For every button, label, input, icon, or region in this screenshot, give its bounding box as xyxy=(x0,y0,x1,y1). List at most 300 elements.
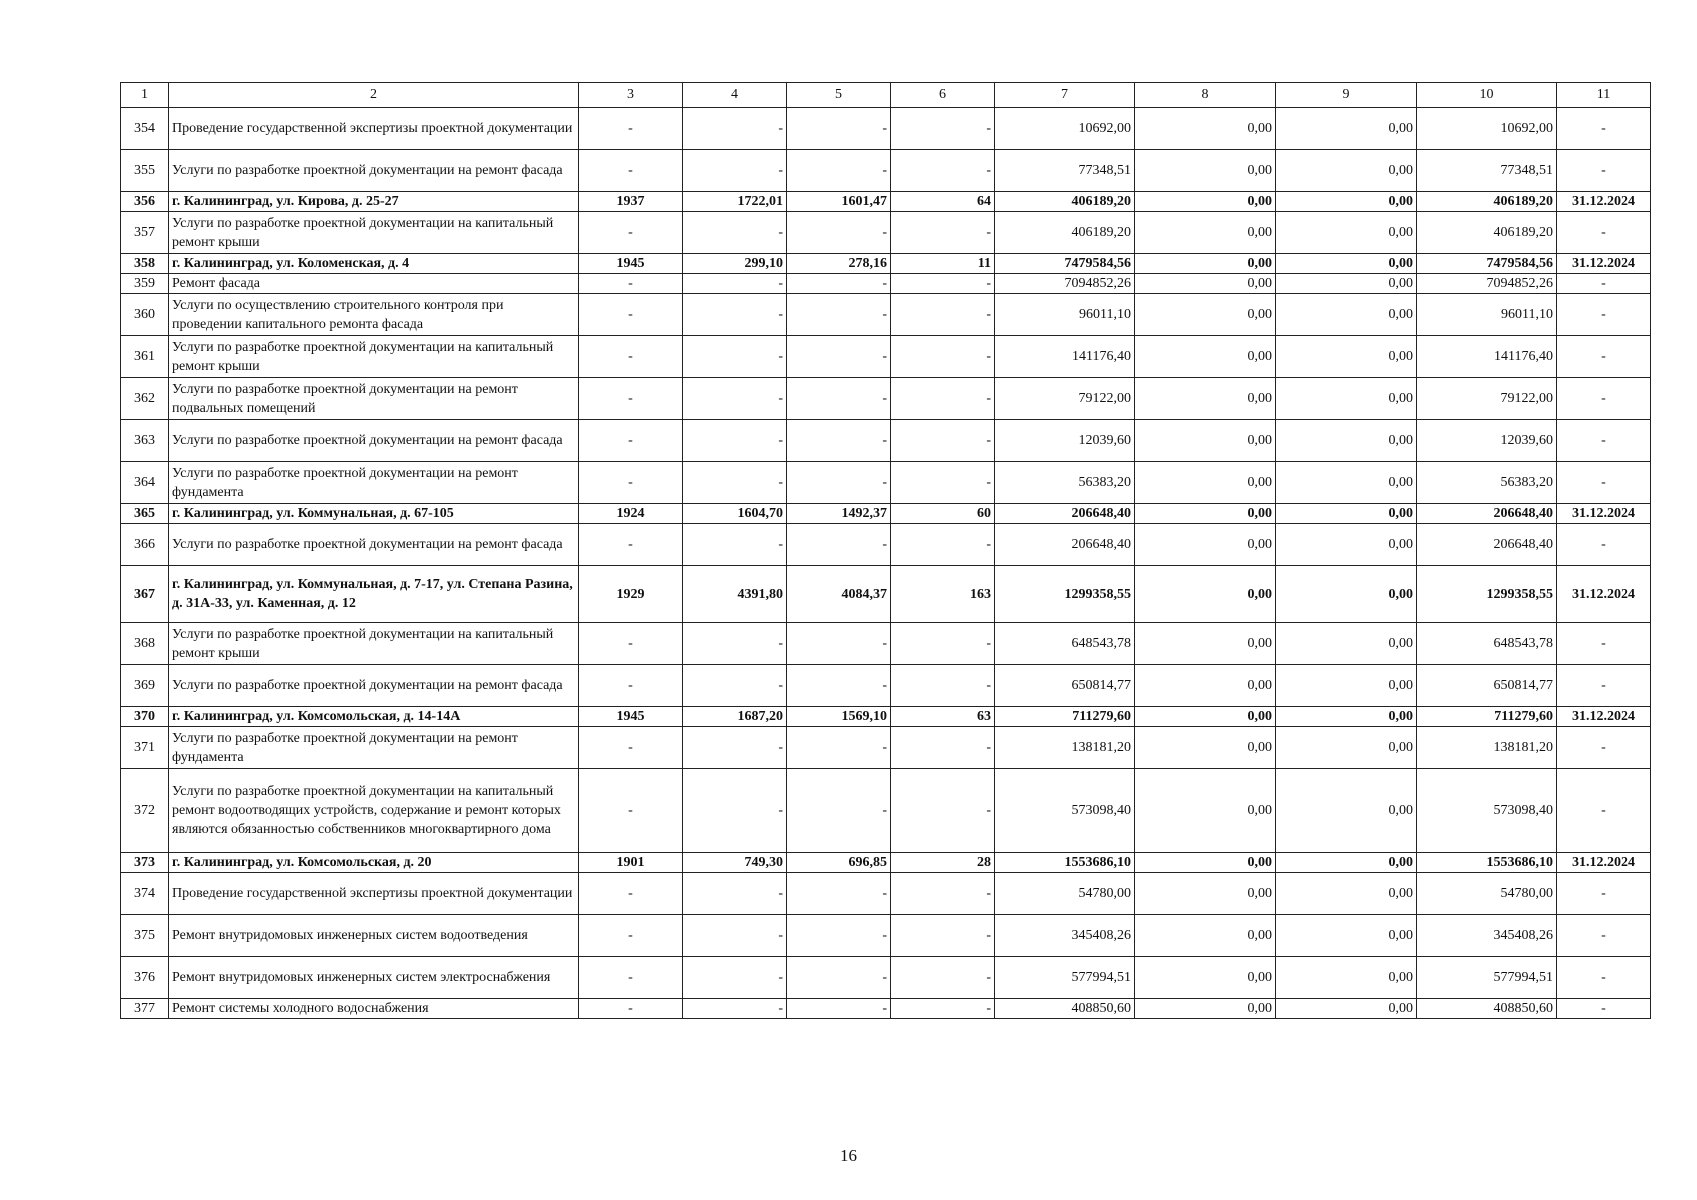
row-description: Услуги по разработке проектной документации на ремонт фасада xyxy=(169,524,579,566)
area-total-cell: - xyxy=(683,150,787,192)
fund-cell: 0,00 xyxy=(1135,192,1276,212)
area-living-cell: - xyxy=(787,665,891,707)
area-total-cell: 1604,70 xyxy=(683,504,787,524)
row-number: 361 xyxy=(121,336,169,378)
area-living-cell: 4084,37 xyxy=(787,566,891,623)
budget-cell: 0,00 xyxy=(1276,294,1417,336)
area-living-cell: - xyxy=(787,873,891,915)
deadline-cell: - xyxy=(1557,462,1651,504)
cost-total-cell: 7479584,56 xyxy=(995,254,1135,274)
cost-total-cell: 345408,26 xyxy=(995,915,1135,957)
row-description: г. Калининград, ул. Комсомольская, д. 14-14А xyxy=(169,707,579,727)
cost-total-cell: 408850,60 xyxy=(995,999,1135,1019)
owners-cell: 1553686,10 xyxy=(1417,853,1557,873)
row-description: Услуги по разработке проектной документации на ремонт подвальных помещений xyxy=(169,378,579,420)
area-living-cell: - xyxy=(787,999,891,1019)
owners-cell: 406189,20 xyxy=(1417,192,1557,212)
table-row xyxy=(121,957,1651,999)
year-cell: - xyxy=(579,623,683,665)
area-total-cell: 4391,80 xyxy=(683,566,787,623)
owners-cell: 650814,77 xyxy=(1417,665,1557,707)
area-total-cell: - xyxy=(683,915,787,957)
owners-cell: 206648,40 xyxy=(1417,524,1557,566)
residents-cell: - xyxy=(891,336,995,378)
year-cell: - xyxy=(579,999,683,1019)
residents-cell: 28 xyxy=(891,853,995,873)
header-row xyxy=(121,83,1651,108)
table-row xyxy=(121,274,1651,294)
row-number: 371 xyxy=(121,727,169,769)
year-cell: - xyxy=(579,524,683,566)
budget-cell: 0,00 xyxy=(1276,336,1417,378)
owners-cell: 12039,60 xyxy=(1417,420,1557,462)
row-description: Ремонт внутридомовых инженерных систем водоотведения xyxy=(169,915,579,957)
row-description: Услуги по разработке проектной документации на ремонт фасада xyxy=(169,420,579,462)
year-cell: 1901 xyxy=(579,853,683,873)
row-description: Услуги по разработке проектной документации на капитальный ремонт крыши xyxy=(169,623,579,665)
area-living-cell: - xyxy=(787,957,891,999)
deadline-cell: - xyxy=(1557,420,1651,462)
row-number: 355 xyxy=(121,150,169,192)
cost-total-cell: 96011,10 xyxy=(995,294,1135,336)
residents-cell: - xyxy=(891,378,995,420)
deadline-cell: - xyxy=(1557,727,1651,769)
residents-cell: - xyxy=(891,150,995,192)
residents-cell: - xyxy=(891,294,995,336)
area-total-cell: - xyxy=(683,336,787,378)
owners-cell: 96011,10 xyxy=(1417,294,1557,336)
year-cell: 1929 xyxy=(579,566,683,623)
year-cell: - xyxy=(579,957,683,999)
register-table xyxy=(120,82,1651,1019)
row-number: 368 xyxy=(121,623,169,665)
table-row xyxy=(121,378,1651,420)
owners-cell: 138181,20 xyxy=(1417,727,1557,769)
budget-cell: 0,00 xyxy=(1276,420,1417,462)
table-row xyxy=(121,254,1651,274)
table-row xyxy=(121,524,1651,566)
row-number: 363 xyxy=(121,420,169,462)
table-row xyxy=(121,727,1651,769)
row-number: 369 xyxy=(121,665,169,707)
cost-total-cell: 141176,40 xyxy=(995,336,1135,378)
budget-cell: 0,00 xyxy=(1276,150,1417,192)
header-cell: 5 xyxy=(787,83,891,108)
area-living-cell: - xyxy=(787,150,891,192)
area-total-cell: - xyxy=(683,957,787,999)
area-living-cell: - xyxy=(787,623,891,665)
cost-total-cell: 650814,77 xyxy=(995,665,1135,707)
residents-cell: - xyxy=(891,727,995,769)
deadline-cell: - xyxy=(1557,212,1651,254)
budget-cell: 0,00 xyxy=(1276,665,1417,707)
area-living-cell: - xyxy=(787,212,891,254)
budget-cell: 0,00 xyxy=(1276,254,1417,274)
area-living-cell: 696,85 xyxy=(787,853,891,873)
header-cell: 1 xyxy=(121,83,169,108)
area-living-cell: 1492,37 xyxy=(787,504,891,524)
row-number: 365 xyxy=(121,504,169,524)
budget-cell: 0,00 xyxy=(1276,192,1417,212)
table-row xyxy=(121,707,1651,727)
area-living-cell: - xyxy=(787,420,891,462)
area-living-cell: - xyxy=(787,915,891,957)
table-row xyxy=(121,999,1651,1019)
budget-cell: 0,00 xyxy=(1276,274,1417,294)
header-cell: 8 xyxy=(1135,83,1276,108)
area-living-cell: - xyxy=(787,378,891,420)
year-cell: - xyxy=(579,336,683,378)
area-total-cell: 749,30 xyxy=(683,853,787,873)
budget-cell: 0,00 xyxy=(1276,566,1417,623)
fund-cell: 0,00 xyxy=(1135,108,1276,150)
fund-cell: 0,00 xyxy=(1135,462,1276,504)
year-cell: - xyxy=(579,420,683,462)
row-description: Услуги по разработке проектной документации на ремонт фундамента xyxy=(169,727,579,769)
deadline-cell: 31.12.2024 xyxy=(1557,504,1651,524)
table-row xyxy=(121,420,1651,462)
row-number: 357 xyxy=(121,212,169,254)
deadline-cell: - xyxy=(1557,623,1651,665)
fund-cell: 0,00 xyxy=(1135,727,1276,769)
residents-cell: - xyxy=(891,873,995,915)
area-living-cell: - xyxy=(787,524,891,566)
row-description: Ремонт системы холодного водоснабжения xyxy=(169,999,579,1019)
table-row xyxy=(121,873,1651,915)
deadline-cell: - xyxy=(1557,108,1651,150)
cost-total-cell: 577994,51 xyxy=(995,957,1135,999)
row-number: 370 xyxy=(121,707,169,727)
residents-cell: - xyxy=(891,462,995,504)
year-cell: - xyxy=(579,378,683,420)
row-number: 354 xyxy=(121,108,169,150)
fund-cell: 0,00 xyxy=(1135,274,1276,294)
table-row xyxy=(121,192,1651,212)
deadline-cell: - xyxy=(1557,915,1651,957)
owners-cell: 345408,26 xyxy=(1417,915,1557,957)
residents-cell: 63 xyxy=(891,707,995,727)
area-living-cell: - xyxy=(787,294,891,336)
deadline-cell: - xyxy=(1557,336,1651,378)
row-description: г. Калининград, ул. Комсомольская, д. 20 xyxy=(169,853,579,873)
cost-total-cell: 54780,00 xyxy=(995,873,1135,915)
row-description: Услуги по разработке проектной документации на ремонт фасада xyxy=(169,150,579,192)
fund-cell: 0,00 xyxy=(1135,999,1276,1019)
row-description: г. Калининград, ул. Коломенская, д. 4 xyxy=(169,254,579,274)
fund-cell: 0,00 xyxy=(1135,294,1276,336)
cost-total-cell: 56383,20 xyxy=(995,462,1135,504)
deadline-cell: 31.12.2024 xyxy=(1557,192,1651,212)
table-row xyxy=(121,623,1651,665)
budget-cell: 0,00 xyxy=(1276,524,1417,566)
table-row xyxy=(121,150,1651,192)
fund-cell: 0,00 xyxy=(1135,707,1276,727)
cost-total-cell: 1299358,55 xyxy=(995,566,1135,623)
area-living-cell: - xyxy=(787,462,891,504)
row-description: Услуги по разработке проектной документации на капитальный ремонт водоотводящих устройств, содержание и ремонт которых являются обязанностью собственников многоквартирного дома xyxy=(169,769,579,853)
area-total-cell: - xyxy=(683,623,787,665)
header-cell: 6 xyxy=(891,83,995,108)
deadline-cell: - xyxy=(1557,665,1651,707)
table-row xyxy=(121,504,1651,524)
cost-total-cell: 406189,20 xyxy=(995,192,1135,212)
residents-cell: - xyxy=(891,420,995,462)
budget-cell: 0,00 xyxy=(1276,707,1417,727)
owners-cell: 408850,60 xyxy=(1417,999,1557,1019)
row-number: 360 xyxy=(121,294,169,336)
deadline-cell: - xyxy=(1557,150,1651,192)
fund-cell: 0,00 xyxy=(1135,915,1276,957)
row-description: Проведение государственной экспертизы проектной документации xyxy=(169,873,579,915)
owners-cell: 648543,78 xyxy=(1417,623,1557,665)
table-row xyxy=(121,665,1651,707)
owners-cell: 1299358,55 xyxy=(1417,566,1557,623)
cost-total-cell: 12039,60 xyxy=(995,420,1135,462)
area-total-cell: - xyxy=(683,420,787,462)
fund-cell: 0,00 xyxy=(1135,150,1276,192)
year-cell: - xyxy=(579,873,683,915)
owners-cell: 711279,60 xyxy=(1417,707,1557,727)
residents-cell: - xyxy=(891,665,995,707)
row-description: Услуги по разработке проектной документации на капитальный ремонт крыши xyxy=(169,212,579,254)
row-number: 373 xyxy=(121,853,169,873)
deadline-cell: - xyxy=(1557,274,1651,294)
year-cell: - xyxy=(579,294,683,336)
row-description: г. Калининград, ул. Кирова, д. 25-27 xyxy=(169,192,579,212)
residents-cell: 163 xyxy=(891,566,995,623)
row-number: 377 xyxy=(121,999,169,1019)
owners-cell: 7094852,26 xyxy=(1417,274,1557,294)
row-description: Услуги по разработке проектной документации на ремонт фундамента xyxy=(169,462,579,504)
area-total-cell: - xyxy=(683,108,787,150)
fund-cell: 0,00 xyxy=(1135,378,1276,420)
row-number: 367 xyxy=(121,566,169,623)
table-row xyxy=(121,462,1651,504)
area-living-cell: 1601,47 xyxy=(787,192,891,212)
residents-cell: - xyxy=(891,623,995,665)
deadline-cell: - xyxy=(1557,999,1651,1019)
area-total-cell: - xyxy=(683,727,787,769)
owners-cell: 56383,20 xyxy=(1417,462,1557,504)
area-total-cell: 1687,20 xyxy=(683,707,787,727)
row-number: 372 xyxy=(121,769,169,853)
cost-total-cell: 206648,40 xyxy=(995,524,1135,566)
fund-cell: 0,00 xyxy=(1135,524,1276,566)
row-description: Услуги по разработке проектной документации на капитальный ремонт крыши xyxy=(169,336,579,378)
owners-cell: 573098,40 xyxy=(1417,769,1557,853)
row-description: Ремонт фасада xyxy=(169,274,579,294)
cost-total-cell: 77348,51 xyxy=(995,150,1135,192)
budget-cell: 0,00 xyxy=(1276,623,1417,665)
residents-cell: - xyxy=(891,108,995,150)
budget-cell: 0,00 xyxy=(1276,378,1417,420)
row-number: 376 xyxy=(121,957,169,999)
area-living-cell: - xyxy=(787,336,891,378)
owners-cell: 406189,20 xyxy=(1417,212,1557,254)
fund-cell: 0,00 xyxy=(1135,420,1276,462)
area-total-cell: - xyxy=(683,999,787,1019)
deadline-cell: - xyxy=(1557,873,1651,915)
cost-total-cell: 406189,20 xyxy=(995,212,1135,254)
header-cell: 2 xyxy=(169,83,579,108)
area-total-cell: - xyxy=(683,462,787,504)
header-cell: 3 xyxy=(579,83,683,108)
residents-cell: - xyxy=(891,524,995,566)
row-description: Услуги по осуществлению строительного контроля при проведении капитального ремонта фасада xyxy=(169,294,579,336)
fund-cell: 0,00 xyxy=(1135,873,1276,915)
residents-cell: 64 xyxy=(891,192,995,212)
budget-cell: 0,00 xyxy=(1276,108,1417,150)
area-total-cell: 299,10 xyxy=(683,254,787,274)
year-cell: - xyxy=(579,462,683,504)
area-living-cell: - xyxy=(787,108,891,150)
area-living-cell: - xyxy=(787,274,891,294)
year-cell: - xyxy=(579,274,683,294)
area-total-cell: - xyxy=(683,294,787,336)
table-row xyxy=(121,915,1651,957)
deadline-cell: - xyxy=(1557,957,1651,999)
header-cell: 7 xyxy=(995,83,1135,108)
row-number: 375 xyxy=(121,915,169,957)
cost-total-cell: 7094852,26 xyxy=(995,274,1135,294)
year-cell: - xyxy=(579,665,683,707)
area-living-cell: 1569,10 xyxy=(787,707,891,727)
area-total-cell: - xyxy=(683,274,787,294)
area-total-cell: - xyxy=(683,212,787,254)
residents-cell: - xyxy=(891,915,995,957)
fund-cell: 0,00 xyxy=(1135,623,1276,665)
row-number: 364 xyxy=(121,462,169,504)
owners-cell: 7479584,56 xyxy=(1417,254,1557,274)
table-body xyxy=(121,83,1651,1019)
budget-cell: 0,00 xyxy=(1276,212,1417,254)
area-total-cell: - xyxy=(683,873,787,915)
row-number: 358 xyxy=(121,254,169,274)
table-row xyxy=(121,212,1651,254)
budget-cell: 0,00 xyxy=(1276,873,1417,915)
budget-cell: 0,00 xyxy=(1276,957,1417,999)
budget-cell: 0,00 xyxy=(1276,769,1417,853)
area-living-cell: - xyxy=(787,727,891,769)
year-cell: 1924 xyxy=(579,504,683,524)
row-number: 362 xyxy=(121,378,169,420)
fund-cell: 0,00 xyxy=(1135,566,1276,623)
budget-cell: 0,00 xyxy=(1276,504,1417,524)
cost-total-cell: 10692,00 xyxy=(995,108,1135,150)
header-cell: 9 xyxy=(1276,83,1417,108)
budget-cell: 0,00 xyxy=(1276,462,1417,504)
cost-total-cell: 138181,20 xyxy=(995,727,1135,769)
residents-cell: - xyxy=(891,274,995,294)
deadline-cell: 31.12.2024 xyxy=(1557,853,1651,873)
fund-cell: 0,00 xyxy=(1135,504,1276,524)
residents-cell: - xyxy=(891,999,995,1019)
budget-cell: 0,00 xyxy=(1276,915,1417,957)
row-number: 374 xyxy=(121,873,169,915)
cost-total-cell: 711279,60 xyxy=(995,707,1135,727)
residents-cell: - xyxy=(891,212,995,254)
year-cell: 1945 xyxy=(579,254,683,274)
cost-total-cell: 648543,78 xyxy=(995,623,1135,665)
deadline-cell: - xyxy=(1557,294,1651,336)
table-row xyxy=(121,769,1651,853)
cost-total-cell: 79122,00 xyxy=(995,378,1135,420)
row-description: г. Калининград, ул. Коммунальная, д. 7-17, ул. Степана Разина, д. 31А-33, ул. Каменная, д. 12 xyxy=(169,566,579,623)
owners-cell: 77348,51 xyxy=(1417,150,1557,192)
table-row xyxy=(121,294,1651,336)
fund-cell: 0,00 xyxy=(1135,336,1276,378)
budget-cell: 0,00 xyxy=(1276,853,1417,873)
table-row xyxy=(121,336,1651,378)
year-cell: - xyxy=(579,108,683,150)
fund-cell: 0,00 xyxy=(1135,212,1276,254)
deadline-cell: 31.12.2024 xyxy=(1557,707,1651,727)
row-number: 366 xyxy=(121,524,169,566)
deadline-cell: - xyxy=(1557,524,1651,566)
owners-cell: 141176,40 xyxy=(1417,336,1557,378)
year-cell: 1937 xyxy=(579,192,683,212)
area-living-cell: - xyxy=(787,769,891,853)
residents-cell: 60 xyxy=(891,504,995,524)
area-total-cell: 1722,01 xyxy=(683,192,787,212)
row-number: 359 xyxy=(121,274,169,294)
deadline-cell: 31.12.2024 xyxy=(1557,254,1651,274)
header-cell: 4 xyxy=(683,83,787,108)
year-cell: - xyxy=(579,769,683,853)
table-row xyxy=(121,108,1651,150)
owners-cell: 79122,00 xyxy=(1417,378,1557,420)
header-cell: 10 xyxy=(1417,83,1557,108)
fund-cell: 0,00 xyxy=(1135,254,1276,274)
area-total-cell: - xyxy=(683,378,787,420)
budget-cell: 0,00 xyxy=(1276,999,1417,1019)
deadline-cell: - xyxy=(1557,769,1651,853)
area-total-cell: - xyxy=(683,524,787,566)
row-description: Услуги по разработке проектной документации на ремонт фасада xyxy=(169,665,579,707)
fund-cell: 0,00 xyxy=(1135,769,1276,853)
table-row xyxy=(121,853,1651,873)
fund-cell: 0,00 xyxy=(1135,665,1276,707)
cost-total-cell: 206648,40 xyxy=(995,504,1135,524)
year-cell: - xyxy=(579,150,683,192)
owners-cell: 10692,00 xyxy=(1417,108,1557,150)
row-number: 356 xyxy=(121,192,169,212)
cost-total-cell: 1553686,10 xyxy=(995,853,1135,873)
year-cell: - xyxy=(579,212,683,254)
header-cell: 11 xyxy=(1557,83,1651,108)
owners-cell: 206648,40 xyxy=(1417,504,1557,524)
row-description: Ремонт внутридомовых инженерных систем электроснабжения xyxy=(169,957,579,999)
area-total-cell: - xyxy=(683,769,787,853)
budget-cell: 0,00 xyxy=(1276,727,1417,769)
year-cell: - xyxy=(579,727,683,769)
cost-total-cell: 573098,40 xyxy=(995,769,1135,853)
fund-cell: 0,00 xyxy=(1135,853,1276,873)
residents-cell: - xyxy=(891,769,995,853)
table-row xyxy=(121,566,1651,623)
fund-cell: 0,00 xyxy=(1135,957,1276,999)
row-description: Проведение государственной экспертизы проектной документации xyxy=(169,108,579,150)
deadline-cell: 31.12.2024 xyxy=(1557,566,1651,623)
year-cell: - xyxy=(579,915,683,957)
area-total-cell: - xyxy=(683,665,787,707)
row-description: г. Калининград, ул. Коммунальная, д. 67-105 xyxy=(169,504,579,524)
owners-cell: 577994,51 xyxy=(1417,957,1557,999)
year-cell: 1945 xyxy=(579,707,683,727)
residents-cell: 11 xyxy=(891,254,995,274)
deadline-cell: - xyxy=(1557,378,1651,420)
area-living-cell: 278,16 xyxy=(787,254,891,274)
